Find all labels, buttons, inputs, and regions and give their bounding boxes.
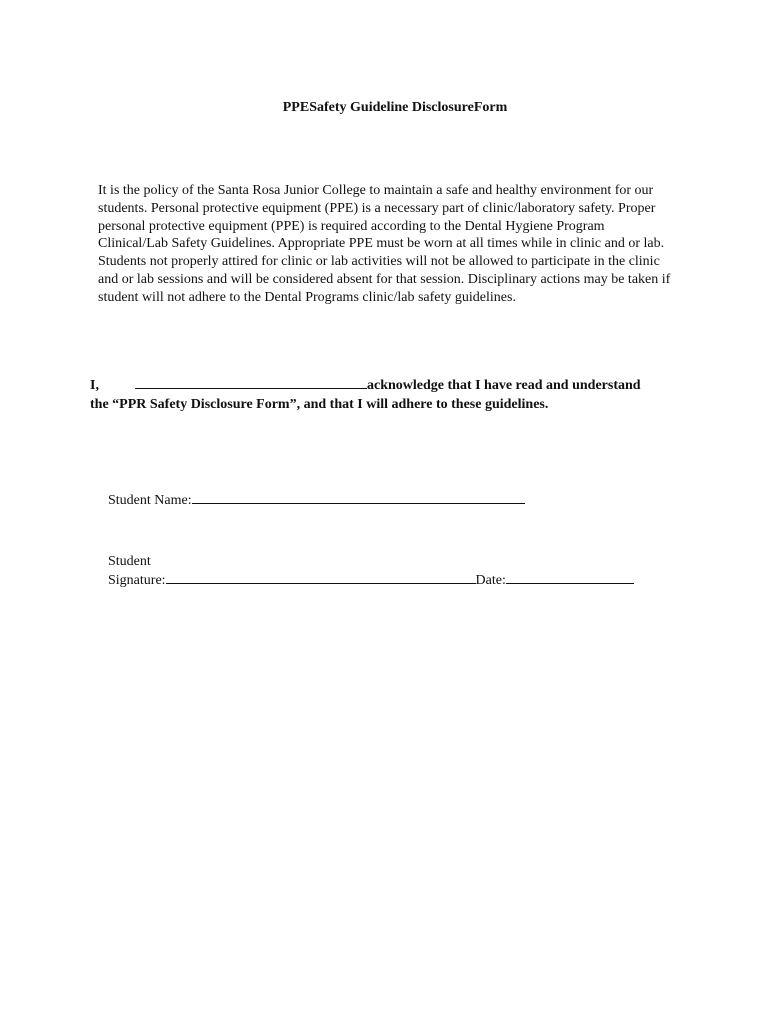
student-name-blank[interactable]	[192, 491, 525, 504]
policy-paragraph	[98, 182, 673, 307]
acknowledgement-pronoun: I,	[90, 378, 99, 393]
date-label: Date:	[475, 573, 506, 588]
student-signature-label-line2: Signature:	[108, 573, 166, 588]
acknowledgement-statement	[90, 376, 690, 414]
acknowledgement-line-2: the “PPR Safety Disclosure Form”, and that I will adhere to these guidelines.	[90, 397, 549, 412]
student-signature-label-line1: Student	[108, 554, 151, 569]
acknowledgement-text: acknowledge that I have read and understand	[367, 378, 641, 393]
policy-text: It is the policy of the Santa Rosa Junior College to maintain a safe and healthy environment for our students. Personal protective equipment (PPE) is a necessary part of clinic/laboratory safety. Proper personal protective equipment (PPE) is required according to the Dental Hygiene Program Clinical/Lab Safety Guidelines. Appropriate PPE must be worn at all times while in clinic and or lab. Students not properly attired for clinic or lab activities will not be allowed to participate in the clinic and or lab sessions and will be considered absent for that session. Disciplinary actions may be taken if student will not adhere to the Dental Programs clinic/lab safety guidelines.	[98, 183, 671, 305]
student-name-label: Student Name:	[108, 493, 192, 508]
student-signature-field	[108, 552, 634, 590]
student-signature-blank[interactable]	[166, 571, 476, 584]
date-blank[interactable]	[506, 571, 634, 584]
form-title: PPESafety Guideline DisclosureForm	[282, 100, 508, 115]
acknowledgement-name-blank[interactable]	[135, 376, 367, 389]
student-name-field	[108, 491, 525, 510]
acknowledgement-line-1	[90, 376, 690, 395]
